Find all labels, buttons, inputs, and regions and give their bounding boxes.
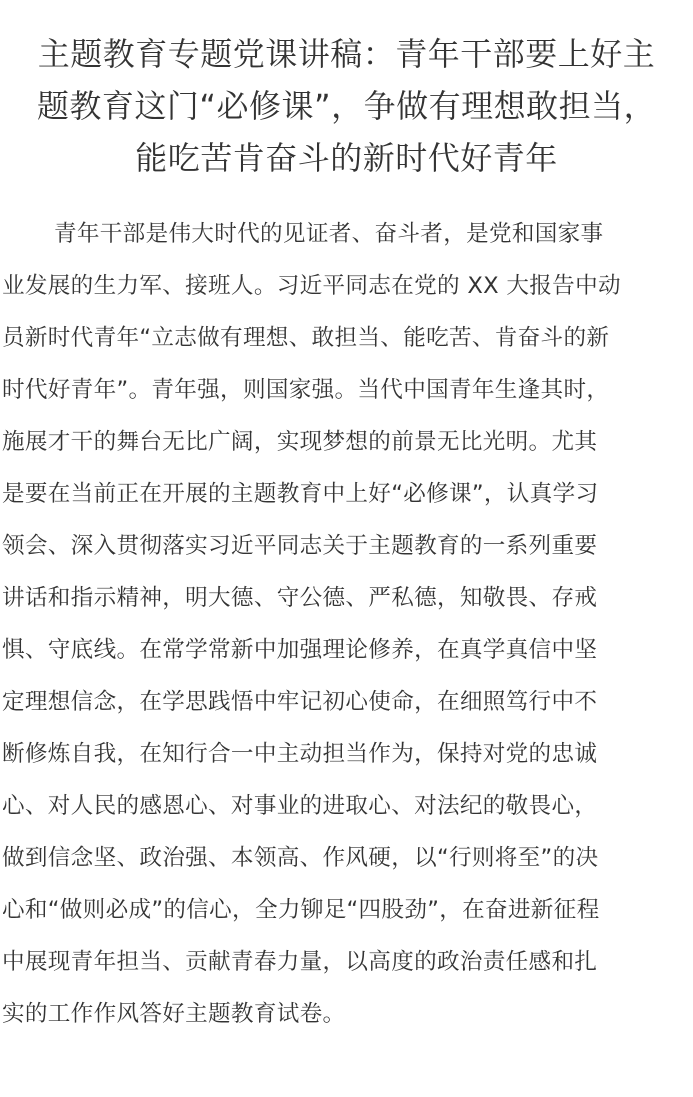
paragraph-line: 做到信念坚、政治强、本领高、作风硬，以“行则将至”的决 (2, 845, 599, 871)
paragraph-line: 惧、守底线。在常学常新中加强理论修养，在真学真信中坚 (2, 637, 598, 663)
paragraph-line: 心和“做则必成”的信心，全力铆足“四股劲”，在奋进新征程 (2, 897, 600, 923)
title-line: 能吃苦肯奋斗的新时代好青年 (135, 139, 558, 177)
article-title (2, 28, 691, 184)
paragraph-line: 讲话和指示精神，明大德、守公德、严私德，知敬畏、存戒 (2, 585, 598, 611)
paragraph-line: 断修炼自我，在知行合一中主动担当作为，保持对党的忠诚 (2, 741, 598, 767)
paragraph-line: 业发展的生力军、接班人。习近平同志在党的 XX 大报告中动 (2, 273, 621, 299)
article-paragraph (2, 208, 691, 1040)
paragraph-line: 定理想信念，在学思践悟中牢记初心使命，在细照笃行中不 (2, 689, 598, 715)
paragraph-line: 领会、深入贯彻落实习近平同志关于主题教育的一系列重要 (2, 533, 598, 559)
paragraph-line: 青年干部是伟大时代的见证者、奋斗者，是党和国家事 (54, 221, 604, 247)
paragraph-line: 施展才干的舞台无比广阔，实现梦想的前景无比光明。尤其 (2, 429, 598, 455)
paragraph-line: 员新时代青年“立志做有理想、敢担当、能吃苦、肯奋斗的新 (2, 325, 610, 351)
paragraph-line: 是要在当前正在开展的主题教育中上好“必修课”，认真学习 (2, 481, 599, 507)
paragraph-line: 中展现青年担当、贡献青春力量，以高度的政治责任感和扎 (2, 949, 598, 975)
paragraph-line: 心、对人民的感恩心、对事业的进取心、对法纪的敬畏心， (2, 793, 598, 819)
title-line: 题教育这门“必修课”，争做有理想敢担当， (36, 87, 657, 125)
title-line: 主题教育专题党课讲稿：青年干部要上好主 (37, 35, 656, 73)
paragraph-line: 时代好青年”。青年强，则国家强。当代中国青年生逢其时， (2, 377, 610, 403)
paragraph-line: 实的工作作风答好主题教育试卷。 (2, 1001, 346, 1027)
